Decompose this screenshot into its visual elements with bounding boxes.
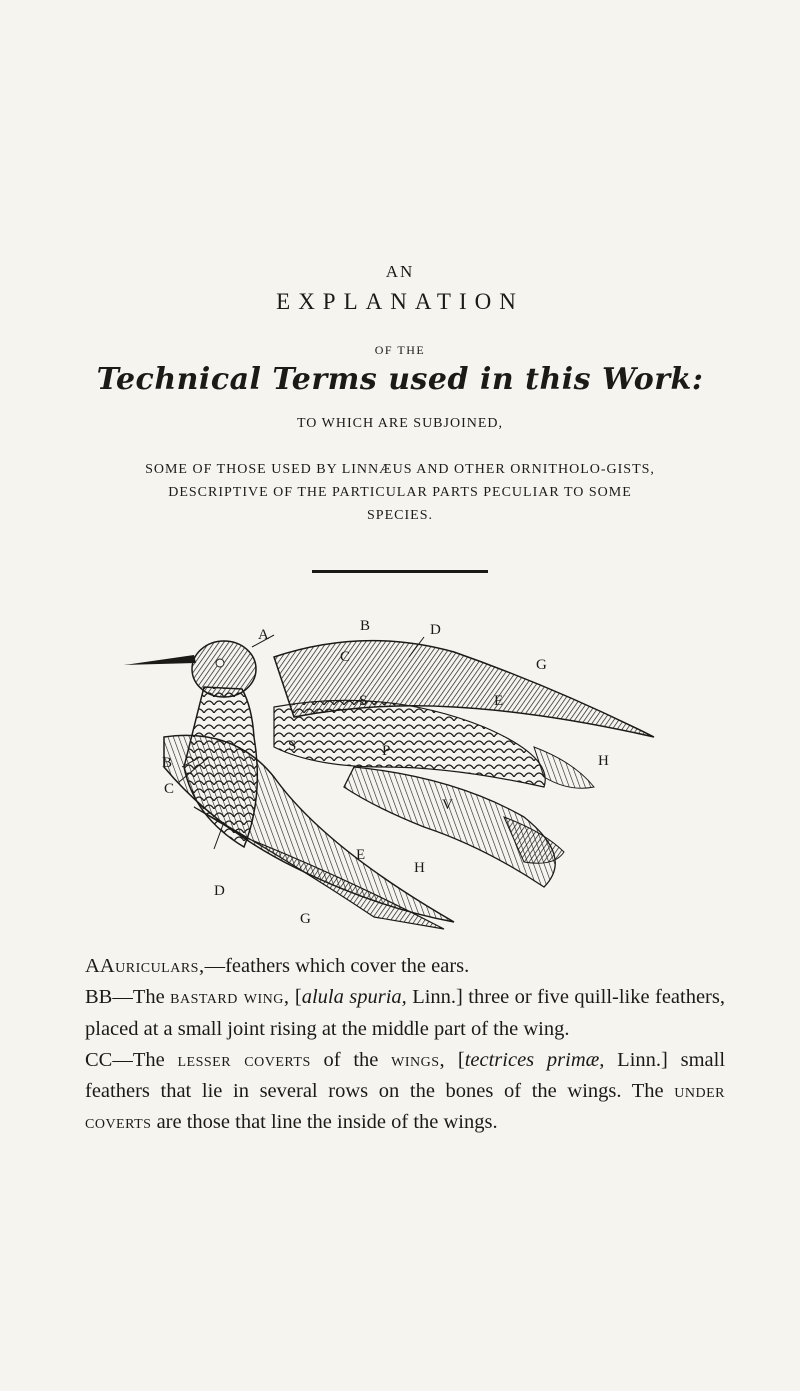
figure-label: G	[300, 911, 311, 927]
entry-term: Auriculars,	[99, 955, 205, 977]
heading-some-of-those	[0, 458, 800, 527]
entry-a	[85, 951, 725, 982]
figure-label: S	[288, 738, 297, 754]
bird-wing-engraving	[124, 617, 680, 947]
heading-some-of-those-text: SOME OF THOSE USED BY LINNÆUS AND OTHER ORNITHOLO-GISTS, DESCRIPTIVE OF THE PARTICULAR PARTS PECULIAR TO SOME SPECIES.	[145, 462, 655, 523]
entry-term: lesser coverts	[177, 1048, 311, 1071]
entry-text: —The	[112, 1048, 178, 1071]
heading-of-the: OF THE	[374, 343, 426, 357]
entry-latin: alula spuria,	[301, 986, 407, 1009]
entry-text: [	[289, 986, 302, 1009]
entry-bb	[85, 982, 725, 1045]
figure-label: E	[356, 847, 366, 863]
figure-label: H	[414, 860, 425, 876]
figure-label: B	[162, 755, 173, 771]
entry-text: [	[445, 1048, 465, 1071]
heading-an: AN	[385, 262, 415, 281]
figure-label: D	[214, 883, 225, 899]
heading-explanation: EXPLANATION	[276, 289, 524, 314]
entry-text: are those that line the inside of the wings.	[151, 1111, 498, 1134]
entry-latin: tectrices primæ,	[464, 1048, 605, 1071]
entry-key: BB	[85, 986, 113, 1009]
figure-label: D	[430, 622, 441, 638]
entry-term: wings,	[391, 1048, 446, 1071]
entry-cc	[85, 1045, 725, 1139]
glossary-text	[85, 951, 725, 1139]
entry-term: under coverts	[85, 1080, 725, 1134]
entry-text: —The	[112, 986, 171, 1009]
title-rule	[312, 570, 488, 573]
figure-label: P	[382, 743, 391, 759]
figure-label: S	[359, 693, 368, 709]
entry-key: CC	[85, 1048, 113, 1071]
entry-text: Linn.] three or five quill-like feathers, placed at a small joint rising at the middle part of the wing.	[85, 986, 725, 1040]
figure-label: E	[494, 693, 504, 709]
figure-label: C	[164, 781, 175, 797]
entry-key: A	[85, 955, 100, 977]
figure-label: V	[442, 797, 453, 813]
entry-text: Linn.] small feathers that lie in several rows on the bones of the wings. The	[85, 1048, 726, 1103]
entry-text: of the	[310, 1048, 392, 1071]
figure-label: B	[360, 618, 371, 634]
figure-label: G	[536, 657, 547, 673]
figure-label: C	[340, 649, 351, 665]
heading-technical-terms: Technical Terms used in this Work:	[96, 362, 704, 397]
entry-text: —feathers which cover the ears.	[204, 955, 470, 977]
figure-label: H	[598, 753, 609, 769]
figure-label: A	[258, 627, 269, 643]
entry-term: bastard wing,	[170, 986, 290, 1009]
heading-subjoined: TO WHICH ARE SUBJOINED,	[296, 416, 504, 431]
